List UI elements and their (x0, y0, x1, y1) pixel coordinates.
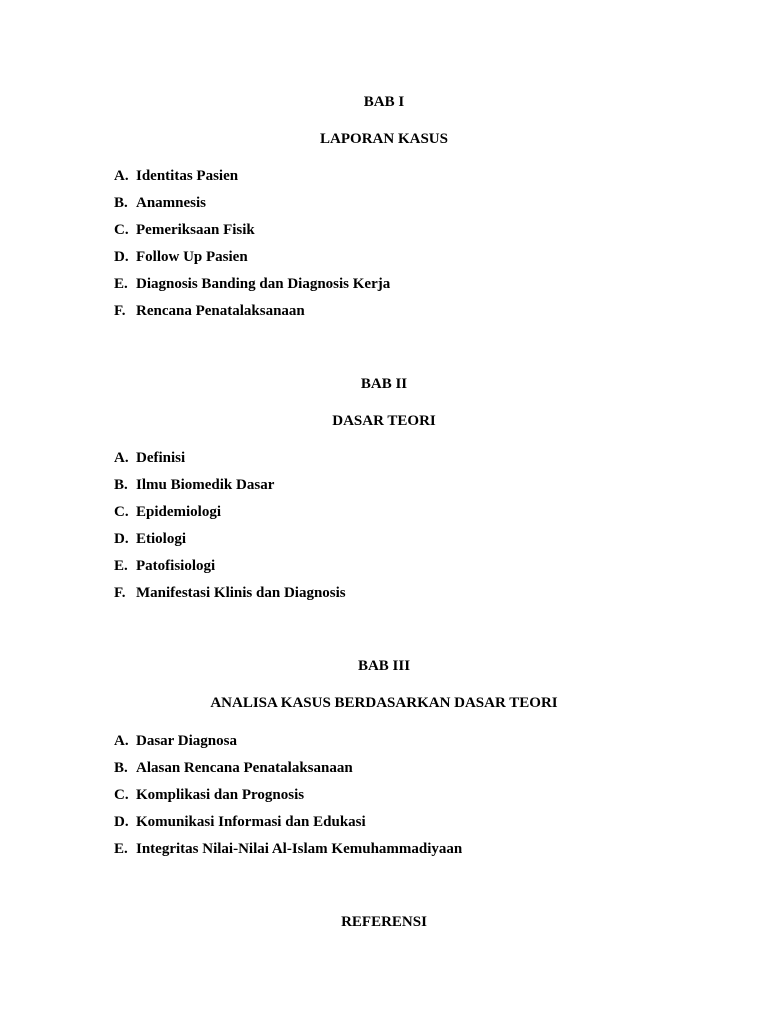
chapter-3-title: ANALISA KASUS BERDASARKAN DASAR TEORI (210, 695, 558, 711)
list-marker: F. (114, 303, 126, 319)
list-item-text: Definisi (136, 450, 186, 466)
list-item (114, 221, 390, 248)
list-marker: E. (114, 841, 128, 857)
list-item (114, 759, 462, 786)
list-item (114, 275, 390, 302)
list-item-text: Identitas Pasien (136, 168, 239, 184)
chapter-3-label: BAB III (357, 658, 411, 674)
list-item (114, 449, 346, 476)
list-item (114, 813, 462, 840)
list-item (114, 732, 462, 759)
list-marker: F. (114, 585, 126, 601)
list-marker: D. (114, 249, 129, 265)
list-item-text: Follow Up Pasien (136, 249, 248, 265)
references-title: REFERENSI (341, 914, 427, 930)
list-item-text: Manifestasi Klinis dan Diagnosis (136, 585, 346, 601)
chapter-2-list (114, 449, 346, 611)
list-item-text: Integritas Nilai-Nilai Al-Islam Kemuhammadiyaan (136, 841, 463, 857)
list-item-text: Epidemiologi (136, 504, 222, 520)
list-marker: E. (114, 276, 128, 292)
list-item (114, 167, 390, 194)
chapter-1-title: LAPORAN KASUS (320, 131, 448, 147)
list-item-text: Komunikasi Informasi dan Edukasi (136, 814, 366, 830)
list-item-text: Alasan Rencana Penatalaksanaan (136, 760, 353, 776)
chapter-3-list (114, 732, 462, 867)
list-marker: D. (114, 531, 129, 547)
list-marker: A. (114, 733, 129, 749)
list-item (114, 302, 390, 329)
list-item-text: Diagnosis Banding dan Diagnosis Kerja (136, 276, 391, 292)
list-marker: E. (114, 558, 128, 574)
list-marker: B. (114, 760, 128, 776)
list-marker: B. (114, 195, 128, 211)
list-item-text: Anamnesis (136, 195, 207, 211)
list-item-text: Pemeriksaan Fisik (136, 222, 255, 238)
list-item-text: Rencana Penatalaksanaan (136, 303, 305, 319)
list-item (114, 476, 346, 503)
list-marker: A. (114, 168, 129, 184)
list-item (114, 584, 346, 611)
list-item-text: Patofisiologi (136, 558, 216, 574)
list-item (114, 840, 462, 867)
list-item-text: Ilmu Biomedik Dasar (136, 477, 275, 493)
list-item-text: Dasar Diagnosa (136, 733, 237, 749)
list-item (114, 530, 346, 557)
list-marker: C. (114, 787, 129, 803)
list-marker: A. (114, 450, 129, 466)
list-item (114, 248, 390, 275)
list-marker: C. (114, 504, 129, 520)
list-item (114, 786, 462, 813)
list-item-text: Etiologi (136, 531, 187, 547)
list-marker: D. (114, 814, 129, 830)
chapter-2-title: DASAR TEORI (332, 413, 436, 429)
chapter-1-label: BAB I (363, 94, 405, 110)
list-item (114, 194, 390, 221)
list-item-text: Komplikasi dan Prognosis (136, 787, 305, 803)
list-item (114, 503, 346, 530)
list-marker: C. (114, 222, 129, 238)
list-item (114, 557, 346, 584)
chapter-1-list (114, 167, 390, 329)
list-marker: B. (114, 477, 128, 493)
chapter-2-label: BAB II (360, 376, 408, 392)
